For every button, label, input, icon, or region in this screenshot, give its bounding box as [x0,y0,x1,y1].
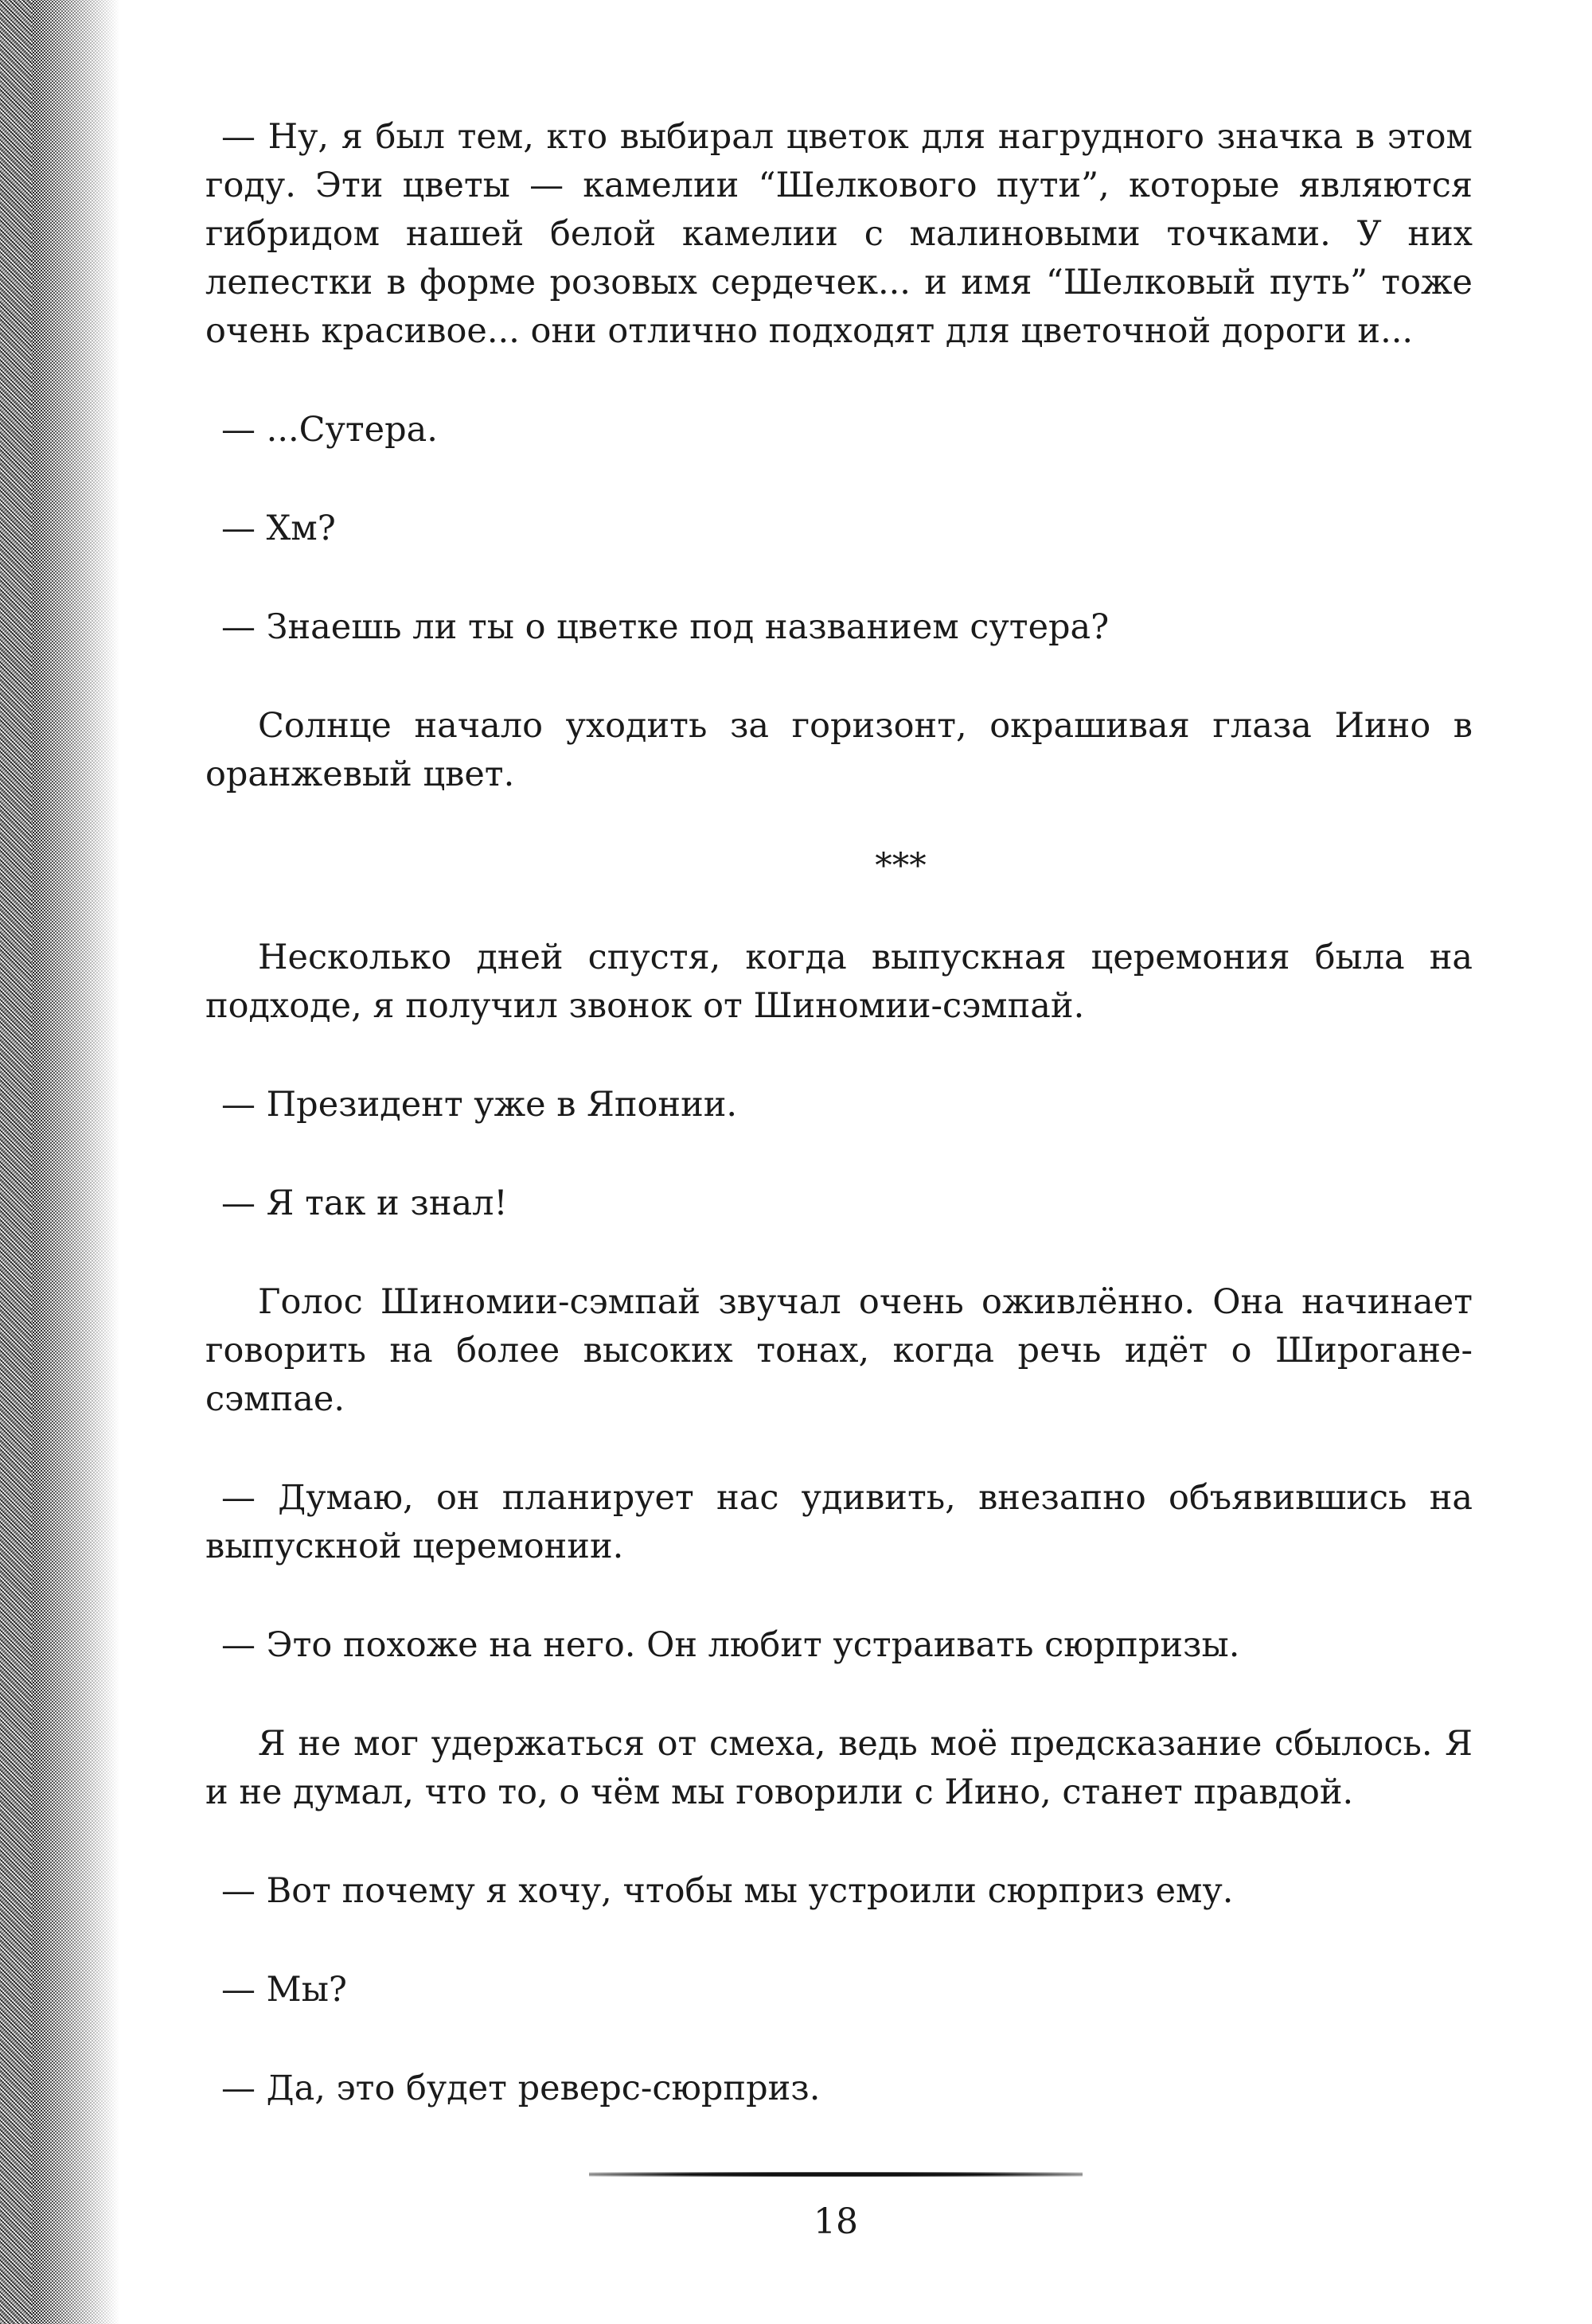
paragraph-dialogue: — Думаю, он планирует нас удивить, внезапно объявившись на выпускной церемонии. [205,1478,1473,1566]
paragraph-dialogue: — Ну, я был тем, кто выбирал цветок для нагрудного значка в этом году. Эти цветы — камелии “Шелкового пути”, которые являются гибридом нашей белой камелии с малиновыми точками. У них лепестки в форме розовых сердечек... и имя “Шелковый путь” тоже очень красивое... они отлично подходят для цветочной дороги и... [205,117,1473,351]
paragraph-dialogue: — Это похоже на него. Он любит устраивать сюрпризы. [221,1625,1240,1665]
scene-break: *** [875,846,927,886]
paragraph-narration: Я не мог удержаться от смеха, ведь моё предсказание сбылось. Я и не думал, что то, о чём мы говорили с Иино, станет правдой. [205,1724,1473,1812]
paragraph-dialogue: — Президент уже в Японии. [221,1085,738,1125]
page-number: 18 [814,2201,858,2242]
paragraph-dialogue: — Мы? [221,1970,347,2010]
paragraph-dialogue: — Знаешь ли ты о цветке под названием сутера? [221,607,1110,647]
paragraph-narration: Несколько дней спустя, когда выпускная церемония была на подходе, я получил звонок от Шиномии-сэмпай. [205,938,1473,1026]
footer-divider [589,2172,1083,2177]
paragraph-narration: Солнце начало уходить за горизонт, окрашивая глаза Иино в оранжевый цвет. [205,706,1473,794]
paragraph-narration: Голос Шиномии-сэмпай звучал очень оживлённо. Она начинает говорить на более высоких тонах, когда речь идёт о Широгане-сэмпае. [205,1282,1473,1419]
page-edge-dark-band [0,0,32,2324]
paragraph-dialogue: — ...Сутера. [221,410,438,450]
paragraph-dialogue: — Хм? [221,509,336,548]
paragraph-dialogue: — Я так и знал! [221,1183,508,1223]
paragraph-dialogue: — Да, это будет реверс-сюрприз. [221,2069,821,2108]
paragraph-dialogue: — Вот почему я хочу, чтобы мы устроили сюрприз ему. [221,1871,1234,1911]
page-body [205,113,1473,2113]
